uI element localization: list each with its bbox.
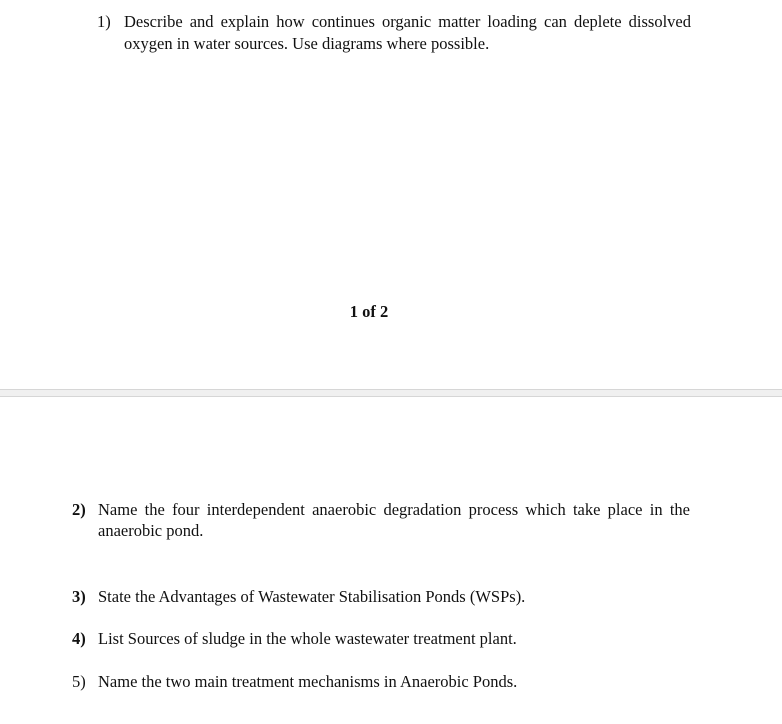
question-4-text: List Sources of sludge in the whole wastewater treatment plant. [98,629,517,648]
page-number: 1 of 2 [349,302,389,321]
page-2 [0,397,782,724]
question-2-text-line-2: anaerobic pond. [98,521,204,540]
question-5-text: Name the two main treatment mechanisms in Anaerobic Ponds. [98,672,518,691]
question-2-text-line-1: Name the four interdependent anaerobic degradation process which take place in the [98,500,690,519]
page-separator [0,389,782,397]
question-3-text: State the Advantages of Wastewater Stabilisation Ponds (WSPs). [98,587,526,606]
question-4-number: 4) [72,629,86,648]
question-5-number: 5) [72,672,86,691]
question-1-text-line-1: Describe and explain how continues organic matter loading can deplete dissolved [124,12,691,31]
question-1-number: 1) [97,12,111,31]
question-2-number: 2) [72,500,86,519]
question-1-text-line-2: oxygen in water sources. Use diagrams where possible. [124,34,490,53]
question-3-number: 3) [72,587,86,606]
